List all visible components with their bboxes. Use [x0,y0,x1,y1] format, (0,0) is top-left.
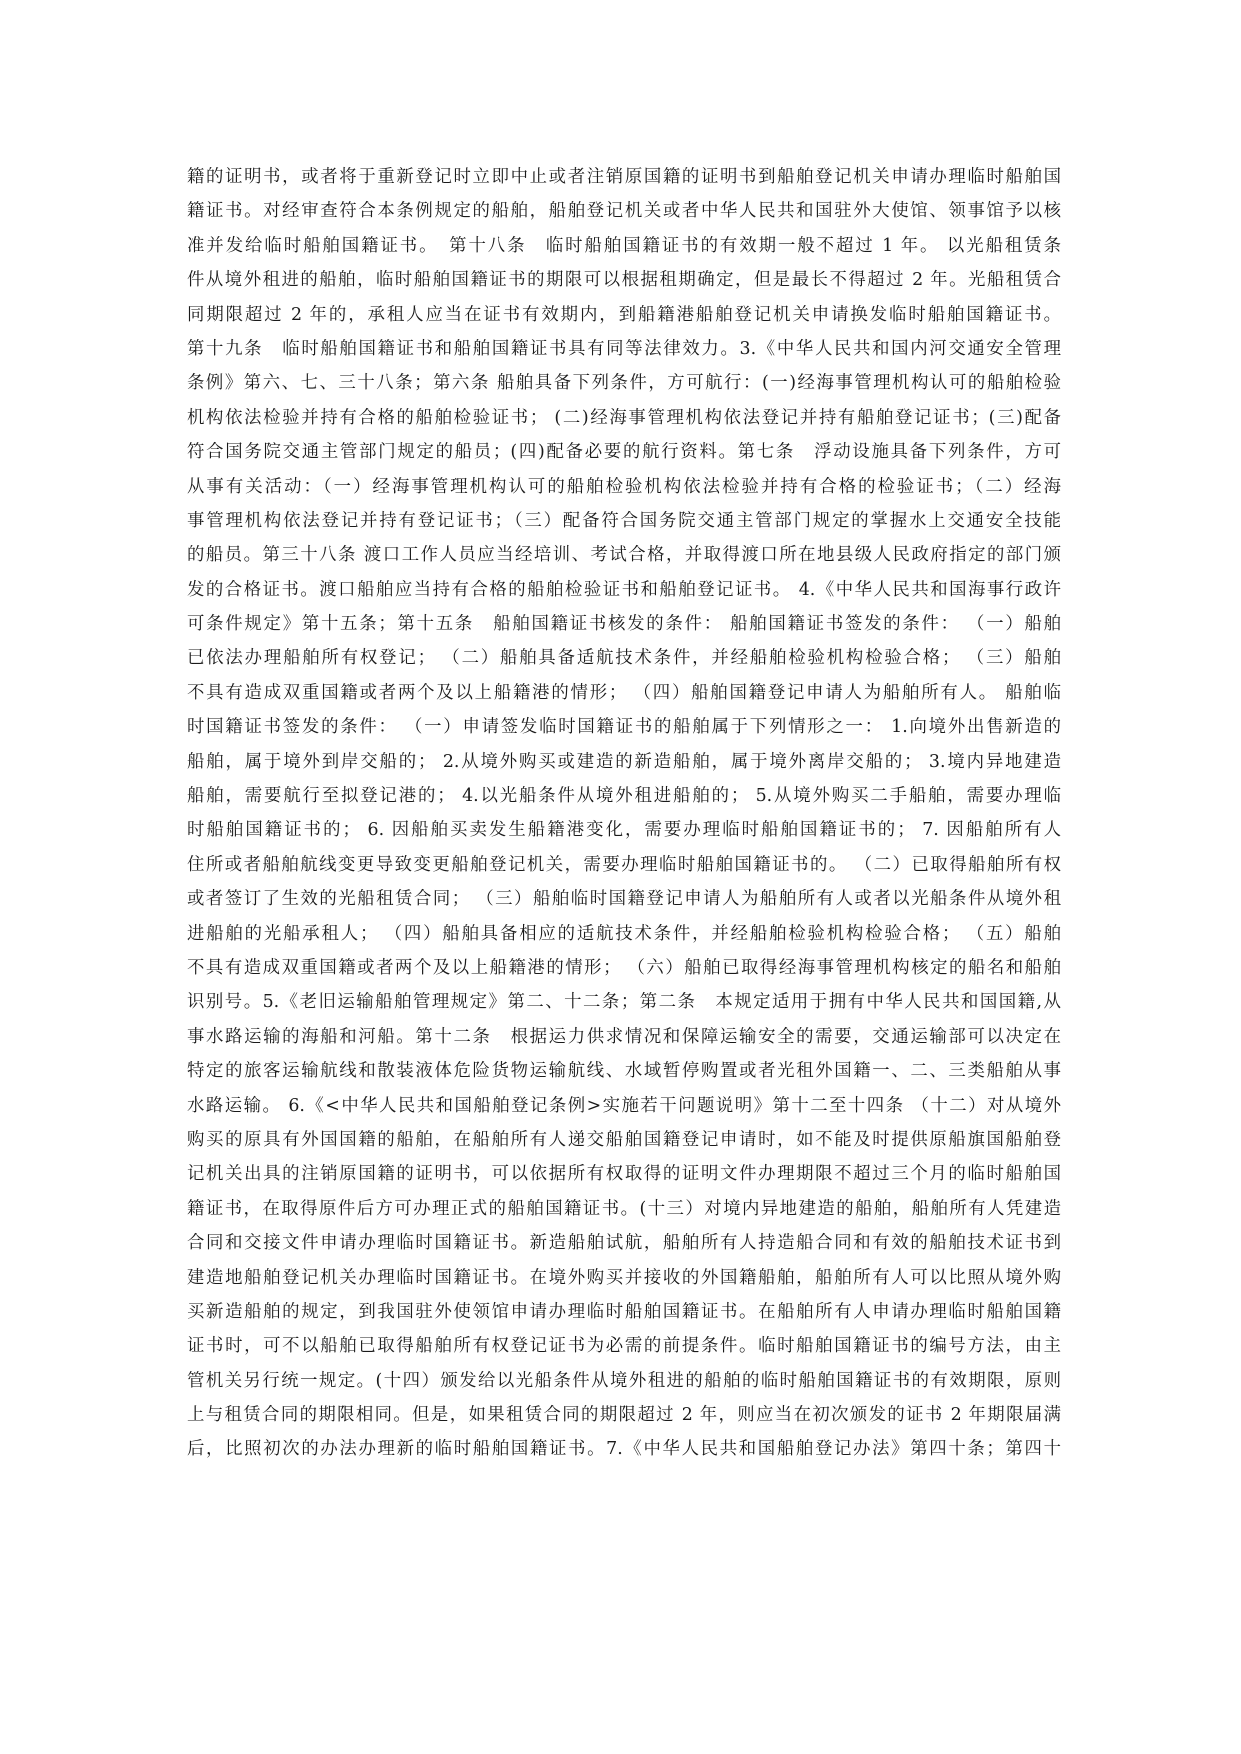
text-line: 件从境外租进的船舶，临时船舶国籍证书的期限可以根据租期确定，但是最长不得超过 2 年。光船租赁合 [187,270,1061,291]
text-line: 的船员。第三十八条 渡口工作人员应当经培训、考试合格，并取得渡口所在地县级人民政府指定的部门颁 [187,545,1061,566]
text-line: 买新造船舶的规定，到我国驻外使领馆申请办理临时船舶国籍证书。在船舶所有人申请办理临时船舶国籍 [187,1301,1061,1322]
text-line: 不具有造成双重国籍或者两个及以上船籍港的情形； （四）船舶国籍登记申请人为船舶所有人。 船舶临 [187,682,1061,703]
text-line: 水路运输。 6.《<中华人民共和国船舶登记条例>实施若干问题说明》第十二至十四条 （十二）对从境外 [187,1095,1061,1116]
text-line: 条例》第六、七、三十八条；第六条 船舶具备下列条件，方可航行：(一)经海事管理机构认可的船舶检验 [187,373,1061,394]
text-line: 购买的原具有外国国籍的船舶，在船舶所有人递交船舶国籍登记申请时，如不能及时提供原船旗国船舶登 [187,1129,1061,1150]
text-line: 后，比照初次的办法办理新的临时船舶国籍证书。7.《中华人民共和国船舶登记办法》第四十条；第四十 [187,1439,1061,1460]
text-line: 准并发给临时船舶国籍证书。 第十八条 临时船舶国籍证书的有效期一般不超过 1 年。 以光船租赁条 [187,235,1061,256]
text-line: 时国籍证书签发的条件： （一）申请签发临时国籍证书的船舶属于下列情形之一： 1.向境外出售新造的 [187,717,1061,738]
text-line: 识别号。5.《老旧运输船舶管理规定》第二、十二条；第二条 本规定适用于拥有中华人民共和国国籍,从 [187,992,1061,1013]
text-line: 籍的证明书，或者将于重新登记时立即中止或者注销原国籍的证明书到船舶登记机关申请办理临时船舶国 [187,167,1061,187]
text-line: 可条件规定》第十五条；第十五条 船舶国籍证书核发的条件： 船舶国籍证书签发的条件： （一）船舶 [187,614,1061,635]
text-line: 特定的旅客运输航线和散装液体危险货物运输航线、水域暂停购置或者光租外国籍一、二、三类船舶从事 [187,1061,1061,1082]
text-line: 第十九条 临时船舶国籍证书和船舶国籍证书具有同等法律效力。3.《中华人民共和国内河交通安全管理 [187,338,1061,359]
text-line: 上与租赁合同的期限相同。但是，如果租赁合同的期限超过 2 年，则应当在初次颁发的证书 2 年期限届满 [187,1405,1061,1426]
text-line: 同期限超过 2 年的，承租人应当在证书有效期内，到船籍港船舶登记机关申请换发临时船舶国籍证书。 [187,304,1061,325]
text-line: 机构依法检验并持有合格的船舶检验证书； (二)经海事管理机构依法登记并持有船舶登记证书；(三)配备 [187,407,1061,428]
text-line: 时船舶国籍证书的； 6. 因船舶买卖发生船籍港变化，需要办理临时船舶国籍证书的； 7. 因船舶所有人 [187,820,1061,841]
text-line: 船舶，属于境外到岸交船的； 2.从境外购买或建造的新造船舶，属于境外离岸交船的； 3.境内异地建造 [187,751,1061,772]
text-line: 籍证书。对经审查符合本条例规定的船舶，船舶登记机关或者中华人民共和国驻外大使馆、领事馆予以核 [187,201,1061,222]
text-line: 管机关另行统一规定。(十四）颁发给以光船条件从境外租进的船舶的临时船舶国籍证书的有效期限，原则 [187,1370,1061,1391]
text-line: 进船舶的光船承租人； （四）船舶具备相应的适航技术条件，并经船舶检验机构检验合格； （五）船舶 [187,923,1061,944]
text-line: 或者签订了生效的光船租赁合同； （三）船舶临时国籍登记申请人为船舶所有人或者以光船条件从境外租 [187,889,1061,910]
text-line: 船舶，需要航行至拟登记港的； 4.以光船条件从境外租进船舶的； 5.从境外购买二手船舶，需要办理临 [187,786,1061,807]
text-line: 已依法办理船舶所有权登记； （二）船舶具备适航技术条件，并经船舶检验机构检验合格； （三）船舶 [187,648,1061,669]
text-line: 合同和交接文件申请办理临时国籍证书。新造船舶试航，船舶所有人持造船合同和有效的船舶技术证书到 [187,1233,1061,1254]
text-line: 事水路运输的海船和河船。第十二条 根据运力供求情况和保障运输安全的需要，交通运输部可以决定在 [187,1026,1061,1047]
text-line: 建造地船舶登记机关办理临时国籍证书。在境外购买并接收的外国籍船舶，船舶所有人可以比照从境外购 [187,1267,1061,1288]
text-line: 不具有造成双重国籍或者两个及以上船籍港的情形； （六）船舶已取得经海事管理机构核定的船名和船舶 [187,957,1061,978]
text-line: 发的合格证书。渡口船舶应当持有合格的船舶检验证书和船舶登记证书。 4.《中华人民共和国海事行政许 [187,579,1061,600]
text-line: 从事有关活动：（一）经海事管理机构认可的船舶检验机构依法检验并持有合格的检验证书；（二）经海 [187,476,1061,497]
body-text [187,160,1061,1467]
text-line: 籍证书，在取得原件后方可办理正式的船舶国籍证书。(十三）对境内异地建造的船舶，船舶所有人凭建造 [187,1198,1061,1219]
text-line: 事管理机构依法登记并持有登记证书；（三）配备符合国务院交通主管部门规定的掌握水上交通安全技能 [187,510,1061,531]
text-line: 记机关出具的注销原国籍的证明书，可以依据所有权取得的证明文件办理期限不超过三个月的临时船舶国 [187,1164,1061,1185]
text-line: 住所或者船舶航线变更导致变更船舶登记机关，需要办理临时船舶国籍证书的。 （二）已取得船舶所有权 [187,854,1061,875]
text-line: 证书时，可不以船舶已取得船舶所有权登记证书为必需的前提条件。临时船舶国籍证书的编号方法，由主 [187,1336,1061,1357]
text-line: 符合国务院交通主管部门规定的船员；(四)配备必要的航行资料。第七条 浮动设施具备下列条件，方可 [187,442,1061,463]
